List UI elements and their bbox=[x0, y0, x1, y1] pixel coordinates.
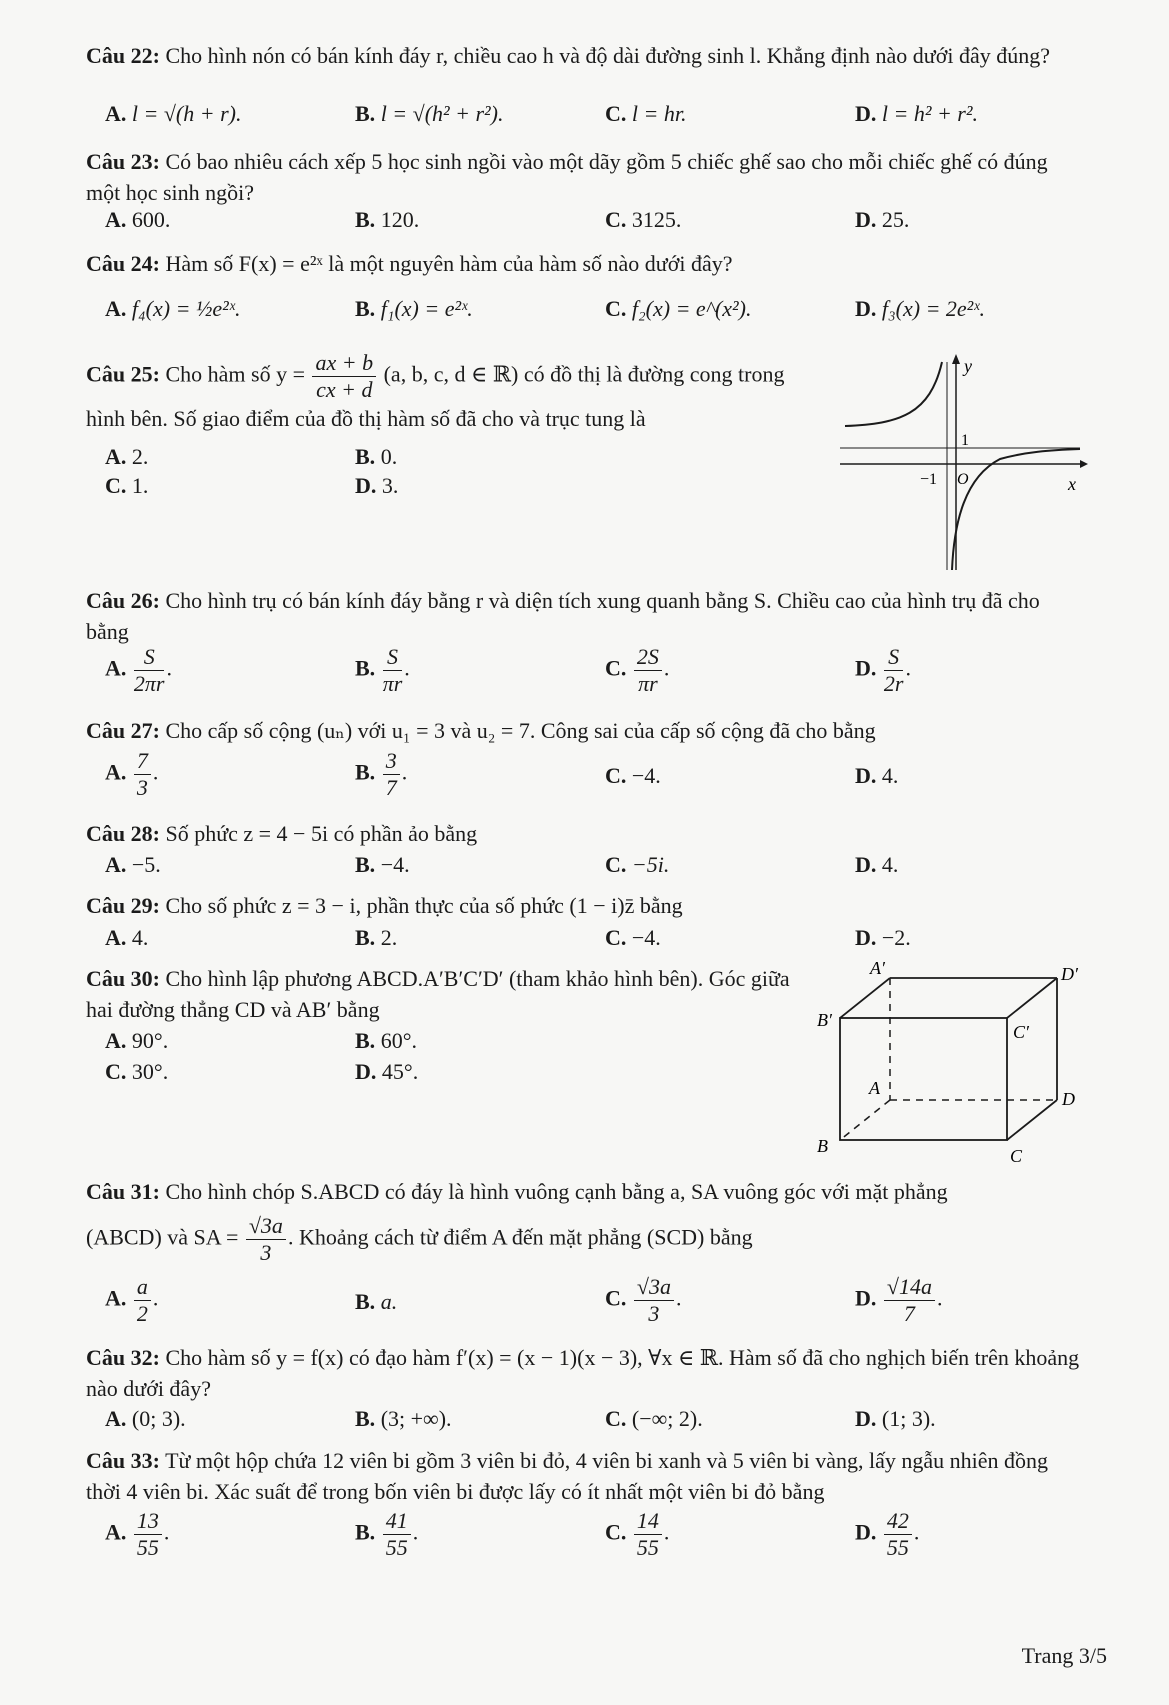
question-label: Câu 29: bbox=[86, 893, 160, 918]
question-text: Cho cấp số cộng (uₙ) với u₁ = 3 và u₂ = 7. Công sai của cấp số cộng đã cho bằng bbox=[165, 718, 876, 743]
option-b: B. l = √(h² + r²). bbox=[355, 101, 504, 126]
option-b: B. a. bbox=[355, 1289, 398, 1314]
option-c: C. 30°. bbox=[105, 1059, 169, 1084]
option-b: B. 120. bbox=[355, 207, 420, 232]
question-label: Câu 25: bbox=[86, 361, 160, 387]
question-label: Câu 32: bbox=[86, 1345, 160, 1370]
question-28 bbox=[86, 818, 1086, 849]
option-b: B. 60°. bbox=[355, 1028, 417, 1053]
question-22 bbox=[86, 40, 1086, 71]
option-a: A. $\frac{S}{2\pi r}$ . bbox=[105, 644, 172, 696]
option-d: D. $\frac{√14a}{7}$ . bbox=[855, 1274, 943, 1326]
vertex-d1-label: D′ bbox=[1061, 964, 1078, 984]
option-c: C. 1. bbox=[105, 473, 149, 498]
option-c: C. −4. bbox=[605, 763, 661, 788]
option-c: C. $\frac{√3a}{3}$ . bbox=[605, 1274, 682, 1326]
origin-label: O bbox=[957, 471, 969, 488]
question-text: Cho hình chóp S.ABCD có đáy là hình vuông cạnh bằng a, SA vuông góc với mặt phẳng bbox=[165, 1179, 948, 1204]
question-31 bbox=[86, 1176, 1086, 1207]
question-label: Câu 31: bbox=[86, 1179, 160, 1204]
option-b: B. 0. bbox=[355, 444, 398, 469]
option-d: D. $\frac{S}{2r}$ . bbox=[855, 644, 911, 696]
vertex-b1-label: B′ bbox=[817, 1010, 832, 1030]
y-label: y bbox=[964, 356, 972, 376]
question-text: Cho số phức z = 3 − i, phần thực của số phức (1 − i)z̄ bằng bbox=[165, 893, 683, 918]
question-text-before: Cho hàm số y = bbox=[165, 361, 305, 387]
question-label: Câu 24: bbox=[86, 251, 160, 276]
option-d: D. 45°. bbox=[355, 1059, 419, 1084]
vertex-c-label: C bbox=[1010, 1146, 1023, 1166]
question-text: Cho hình nón có bán kính đáy r, chiều cao h và độ dài đường sinh l. Khẳng định nào dưới đây đúng? bbox=[165, 43, 1050, 68]
front-face bbox=[840, 1018, 1007, 1140]
option-c: C. l = hr. bbox=[605, 101, 687, 126]
vertex-d-label: D bbox=[1062, 1089, 1075, 1109]
neg-one-label: −1 bbox=[920, 471, 938, 488]
option-a: A. −5. bbox=[105, 852, 161, 877]
option-d: D. 25. bbox=[855, 207, 910, 232]
option-d: D. −2. bbox=[855, 925, 911, 950]
option-d: D. 4. bbox=[855, 852, 899, 877]
option-d: D. 4. bbox=[855, 763, 899, 788]
question-text: Có bao nhiêu cách xếp 5 học sinh ngồi vào một dãy gồm 5 chiếc ghế sao cho mỗi chiếc ghế có đúng một học sinh ngồi? bbox=[86, 149, 1048, 205]
question-text-after: (a, b, c, d ∈ ℝ) có đồ thị là đường cong trong hình bên. Số giao điểm của đồ thị hàm số đã cho và trục tung là bbox=[86, 361, 785, 431]
edge-a-b bbox=[840, 1100, 890, 1140]
x-arrow-icon bbox=[1080, 460, 1088, 468]
option-b: B. $\frac{41}{55}$ . bbox=[355, 1508, 419, 1560]
question-label: Câu 27: bbox=[86, 718, 160, 743]
question-text: Cho hàm số y = f(x) có đạo hàm f′(x) = (x − 1)(x − 3), ∀x ∈ ℝ. Hàm số đã cho nghịch biến trên khoảng nào dưới đây? bbox=[86, 1345, 1080, 1401]
option-c: C. −4. bbox=[605, 925, 661, 950]
question-25 bbox=[86, 350, 826, 434]
question-24 bbox=[86, 248, 1086, 279]
edge-d-c bbox=[1007, 1100, 1057, 1140]
question-label: Câu 33: bbox=[86, 1448, 160, 1473]
question-32 bbox=[86, 1342, 1086, 1404]
one-label: 1 bbox=[961, 432, 969, 449]
option-c: C. (−∞; 2). bbox=[605, 1406, 703, 1431]
option-d: D. f₃(x) = 2e²ˣ. bbox=[855, 296, 985, 321]
option-c: C. $\frac{14}{55}$ . bbox=[605, 1508, 670, 1560]
question-text: Cho hình trụ có bán kính đáy bằng r và diện tích xung quanh bằng S. Chiều cao của hình trụ đã cho bằng bbox=[86, 588, 1040, 644]
option-b: B. (3; +∞). bbox=[355, 1406, 452, 1431]
fraction: $\frac{√3a}{3}$ bbox=[246, 1213, 286, 1266]
page-number: Trang 3/5 bbox=[1021, 1643, 1107, 1668]
option-a: A. $\frac{7}{3}$ . bbox=[105, 748, 159, 800]
vertex-c1-label: C′ bbox=[1013, 1022, 1029, 1042]
vertex-b-label: B bbox=[817, 1136, 828, 1156]
question-23 bbox=[86, 146, 1086, 208]
question-text: Cho hình lập phương ABCD.A′B′C′D′ (tham khảo hình bên). Góc giữa hai đường thẳng CD và AB′ bằng bbox=[86, 966, 790, 1022]
option-a: A. 2. bbox=[105, 444, 149, 469]
cube-figure bbox=[815, 958, 1090, 1170]
option-a: A. 90°. bbox=[105, 1028, 169, 1053]
option-a: A. (0; 3). bbox=[105, 1406, 186, 1431]
hyperbola-graph bbox=[830, 352, 1090, 574]
question-label: Câu 26: bbox=[86, 588, 160, 613]
question-29 bbox=[86, 890, 1086, 921]
question-label: Câu 30: bbox=[86, 966, 160, 991]
question-26 bbox=[86, 585, 1086, 647]
option-b: B. $\frac{3}{7}$ . bbox=[355, 748, 408, 800]
option-b: B. −4. bbox=[355, 852, 410, 877]
option-d: D. $\frac{42}{55}$ . bbox=[855, 1508, 920, 1560]
option-a: A. 600. bbox=[105, 207, 171, 232]
x-label: x bbox=[1068, 474, 1076, 494]
option-d: D. (1; 3). bbox=[855, 1406, 936, 1431]
option-c: C. −5i. bbox=[605, 852, 670, 877]
option-d: D. 3. bbox=[355, 473, 399, 498]
option-a: A. l = √(h + r). bbox=[105, 101, 242, 126]
question-33 bbox=[86, 1445, 1086, 1507]
edge-d1-c1 bbox=[1007, 978, 1057, 1018]
curve-left-branch bbox=[845, 362, 942, 426]
option-c: C. $\frac{2S}{\pi r}$ . bbox=[605, 644, 670, 696]
option-b: B. 2. bbox=[355, 925, 398, 950]
option-b: B. $\frac{S}{\pi r}$ . bbox=[355, 644, 410, 696]
option-c: C. 3125. bbox=[605, 207, 682, 232]
question-text: Từ một hộp chứa 12 viên bi gồm 3 viên bi đỏ, 4 viên bi xanh và 5 viên bi vàng, lấy ngẫu nhiên đồng thời 4 viên bi. Xác suất để trong bốn viên bi được lấy có ít nhất một viên bi đỏ bằng bbox=[86, 1448, 1048, 1504]
question-text: Số phức z = 4 − 5i có phần ảo bằng bbox=[165, 821, 478, 846]
option-c: C. f₂(x) = e^(x²). bbox=[605, 296, 752, 321]
vertex-a1-label: A′ bbox=[870, 958, 885, 978]
fraction: $\frac{ax + b}{cx + d}$ bbox=[312, 350, 376, 403]
vertex-a-label: A bbox=[869, 1078, 880, 1098]
option-b: B. f₁(x) = e²ˣ. bbox=[355, 296, 473, 321]
question-30 bbox=[86, 963, 806, 1025]
question-31-line2: (ABCD) và SA = $\frac{√3a}{3}$ . Khoảng cách từ điểm A đến mặt phẳng (SCD) bằng bbox=[86, 1213, 753, 1265]
option-a: A. f₄(x) = ½e²ˣ. bbox=[105, 296, 241, 321]
question-label: Câu 23: bbox=[86, 149, 160, 174]
option-a: A. $\frac{a}{2}$ . bbox=[105, 1274, 159, 1326]
curve-right-branch bbox=[952, 449, 1080, 570]
y-arrow-icon bbox=[952, 354, 960, 364]
option-a: A. 4. bbox=[105, 925, 149, 950]
option-a: A. $\frac{13}{55}$ . bbox=[105, 1508, 170, 1560]
question-27 bbox=[86, 715, 1086, 746]
option-d: D. l = h² + r². bbox=[855, 101, 978, 126]
edge-a1-b1 bbox=[840, 978, 890, 1018]
question-text: Hàm số F(x) = e²ˣ là một nguyên hàm của hàm số nào dưới đây? bbox=[165, 251, 733, 276]
question-label: Câu 22: bbox=[86, 43, 160, 68]
question-label: Câu 28: bbox=[86, 821, 160, 846]
